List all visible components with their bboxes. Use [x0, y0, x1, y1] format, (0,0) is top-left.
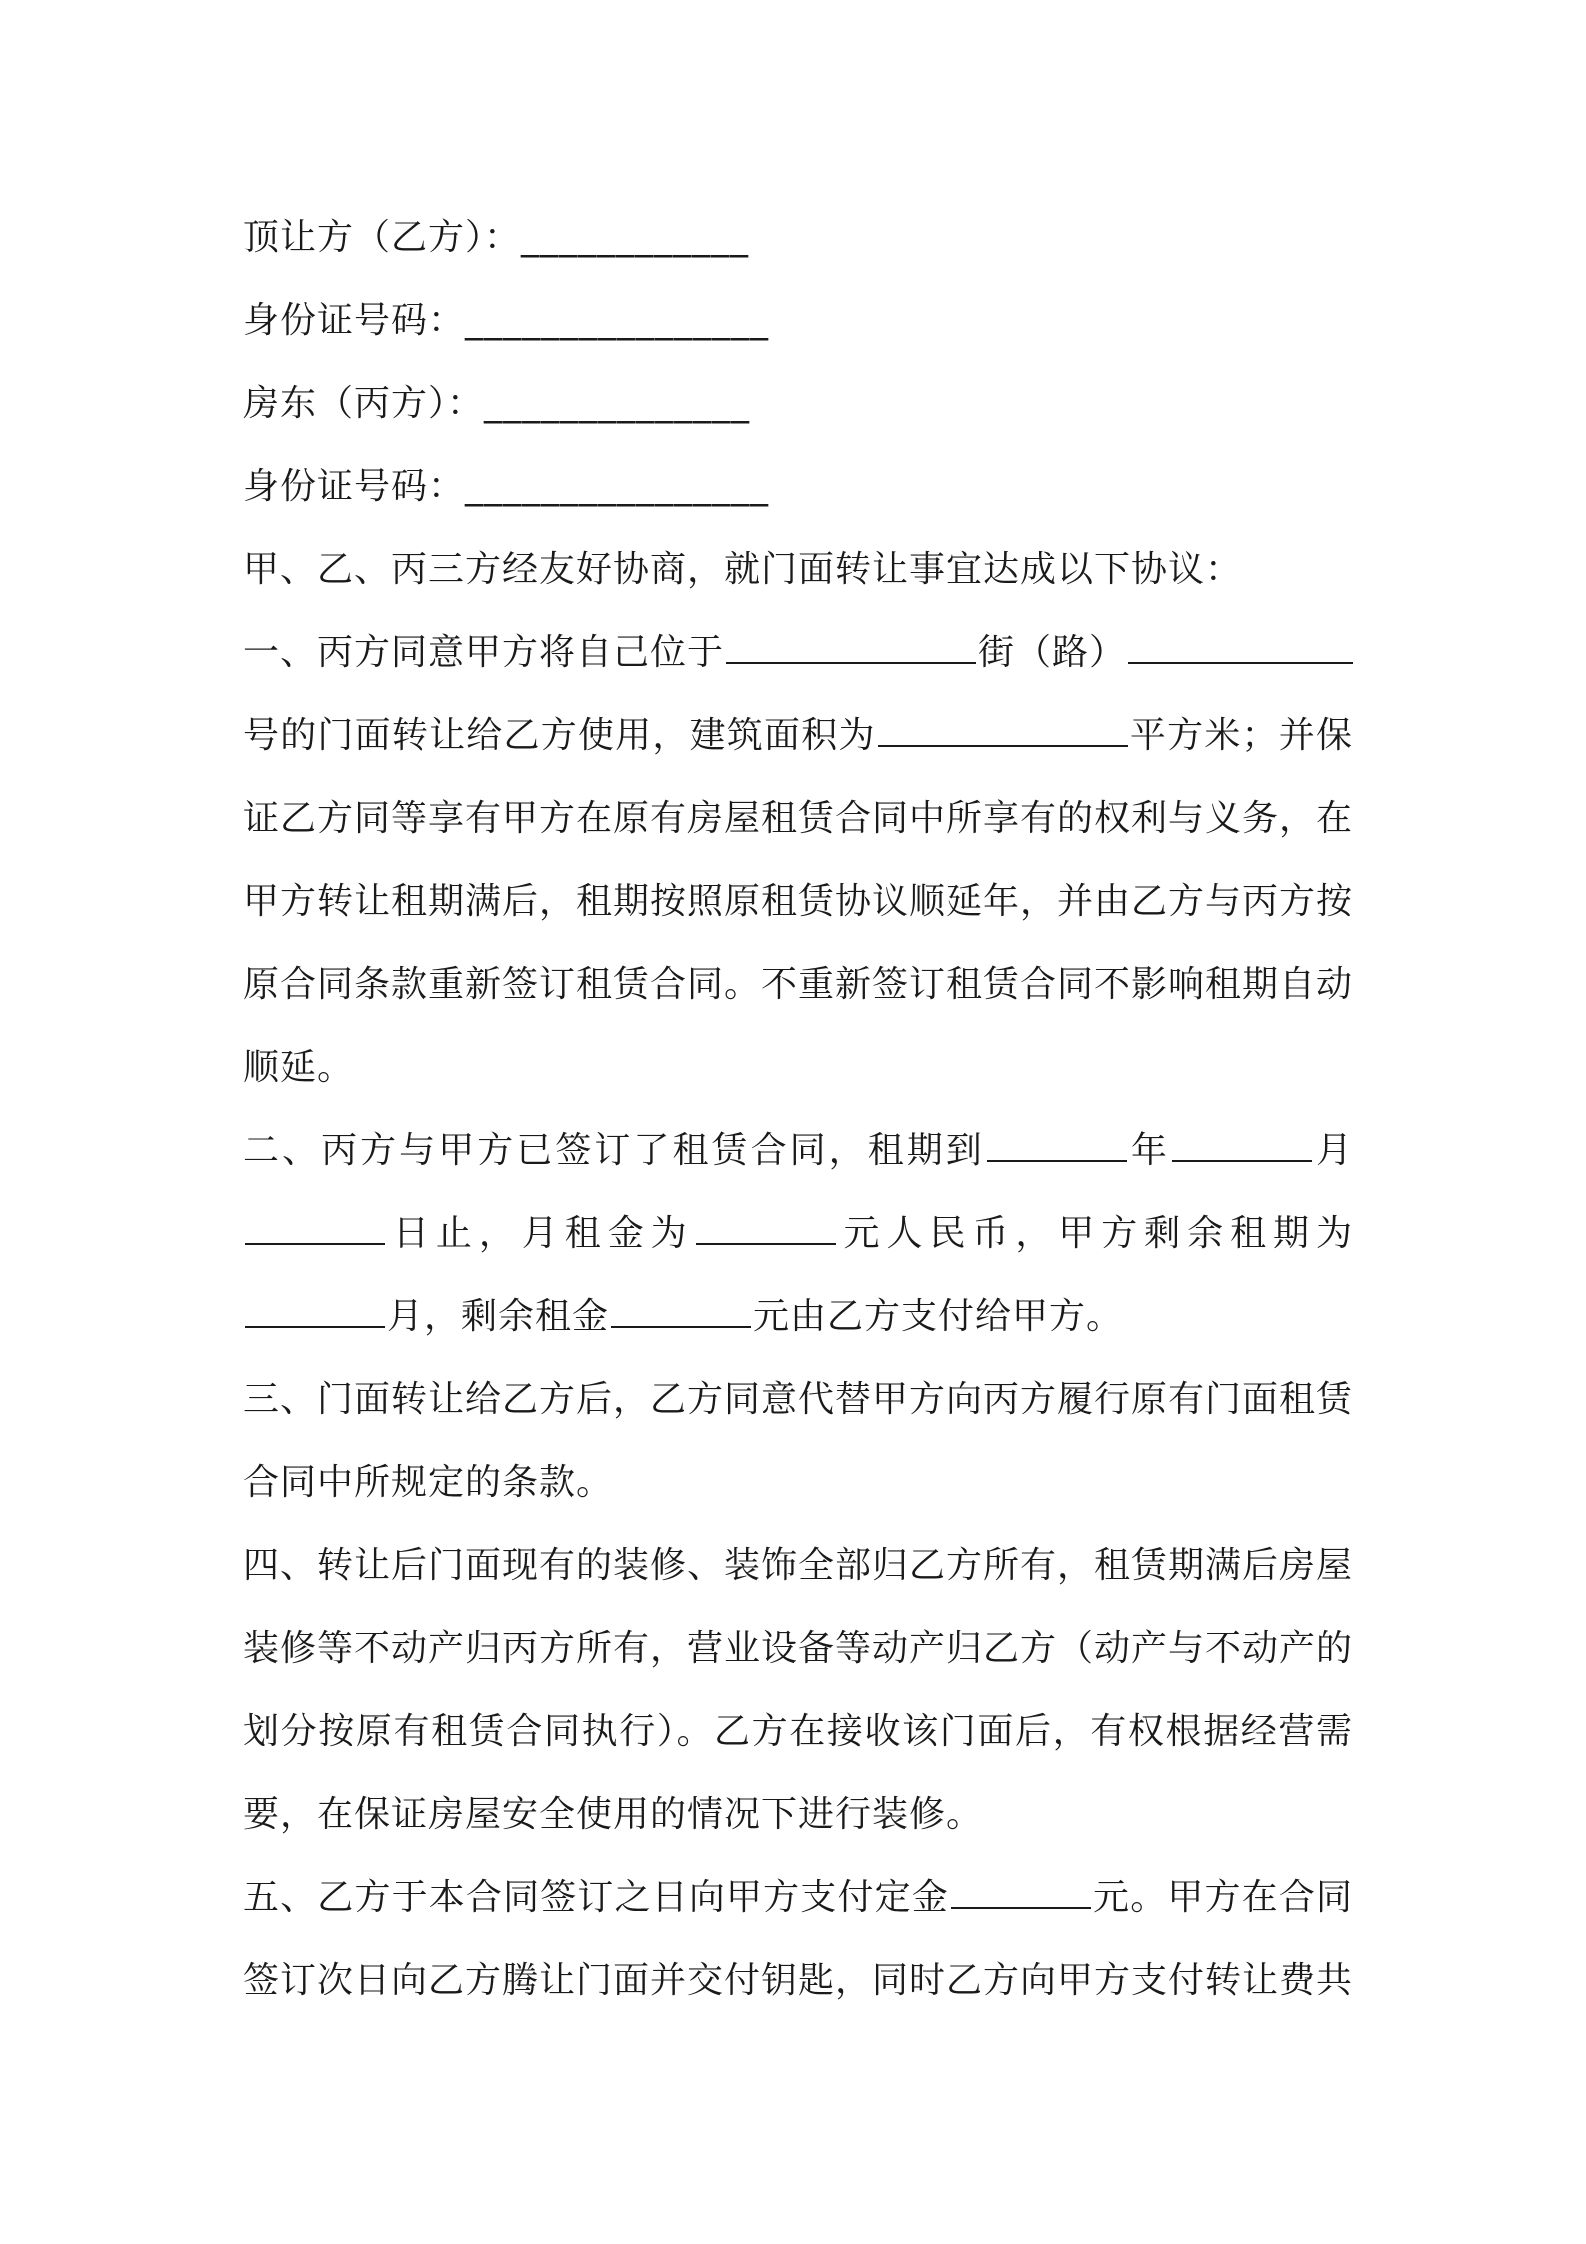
field-landlord-id	[243, 445, 1353, 528]
remaining-rent-blank	[611, 1296, 751, 1328]
field-transferee-id	[243, 279, 1353, 362]
year-blank	[987, 1130, 1127, 1162]
field-transferee	[243, 196, 1353, 279]
area-blank	[878, 715, 1128, 747]
text-run: 元。甲方在合同	[1092, 1877, 1353, 1918]
field-label: 身份证号码：	[243, 466, 466, 507]
clause-5	[243, 1856, 1353, 2022]
field-landlord	[243, 362, 1353, 445]
clause-2-row	[243, 1275, 1353, 1358]
clause-4-row: 划分按原有租赁合同执行）。乙方在接收该门面后，有权根据经营需	[243, 1711, 1353, 1752]
clause-3-row: 三、门面转让给乙方后，乙方同意代替甲方向丙方履行原有门面租赁	[243, 1379, 1353, 1420]
deposit-blank	[951, 1877, 1091, 1909]
day-blank	[245, 1213, 385, 1245]
clause-4	[243, 1524, 1353, 1856]
field-label: 房东（丙方）：	[243, 383, 485, 424]
field-blank: ____________	[521, 217, 750, 258]
field-label: 顶让方（乙方）：	[243, 217, 522, 258]
field-blank: ______________	[484, 383, 751, 424]
text-run: 月	[1313, 1130, 1353, 1171]
clause-1-row	[243, 611, 1353, 694]
clause-1-row: 证乙方同等享有甲方在原有房屋租赁合同中所享有的权利与义务，在	[243, 798, 1353, 839]
text-run: 年	[1128, 1130, 1170, 1171]
clause-2-row	[243, 1192, 1353, 1275]
text-run: 元人民币，甲方剩余租期为	[837, 1213, 1353, 1254]
clause-1	[243, 611, 1353, 1109]
contract-body	[243, 196, 1353, 2022]
clause-1-row: 顺延。	[243, 1047, 355, 1088]
text-run: 元由乙方支付给甲方。	[753, 1296, 1124, 1337]
text-run: 月，剩余租金	[387, 1296, 610, 1337]
clause-2-row	[243, 1109, 1353, 1192]
text-run: 号的门面转让给乙方使用，建筑面积为	[243, 715, 876, 756]
clause-5-row	[243, 1856, 1353, 1939]
text-run: 一、丙方同意甲方将自己位于	[243, 632, 725, 673]
clause-5-row: 签订次日向乙方腾让门面并交付钥匙，同时乙方向甲方支付转让费共	[243, 1960, 1353, 2001]
number-blank	[1128, 632, 1353, 664]
intro-paragraph: 甲、乙、丙三方经友好协商，就门面转让事宜达成以下协议：	[243, 549, 1243, 590]
clause-1-row	[243, 694, 1353, 777]
field-label: 身份证号码：	[243, 300, 466, 341]
text-run: 二、丙方与甲方已签订了租赁合同，租期到	[243, 1130, 985, 1171]
clause-2	[243, 1109, 1353, 1358]
clause-1-row: 原合同条款重新签订租赁合同。不重新签订租赁合同不影响租期自动	[243, 964, 1353, 1005]
remaining-months-blank	[245, 1296, 385, 1328]
month-blank	[1172, 1130, 1312, 1162]
text-run: 平方米；并保	[1129, 715, 1353, 756]
text-run: 五、乙方于本合同签订之日向甲方支付定金	[243, 1877, 949, 1918]
clause-4-row: 要，在保证房屋安全使用的情况下进行装修。	[243, 1794, 984, 1835]
field-blank: ________________	[465, 300, 770, 341]
clause-4-row: 四、转让后门面现有的装修、装饰全部归乙方所有，租赁期满后房屋	[243, 1545, 1353, 1586]
street-blank	[726, 632, 976, 664]
field-blank: ________________	[465, 466, 770, 507]
clause-3	[243, 1358, 1353, 1524]
text-run: 日止，月租金为	[387, 1213, 694, 1254]
clause-4-row: 装修等不动产归丙方所有，营业设备等动产归乙方（动产与不动产的	[243, 1628, 1353, 1669]
text-run: 街（路）	[978, 632, 1127, 673]
clause-3-row: 合同中所规定的条款。	[243, 1462, 614, 1503]
clause-1-row: 甲方转让租期满后，租期按照原租赁协议顺延年，并由乙方与丙方按	[243, 881, 1353, 922]
rent-blank	[696, 1213, 836, 1245]
